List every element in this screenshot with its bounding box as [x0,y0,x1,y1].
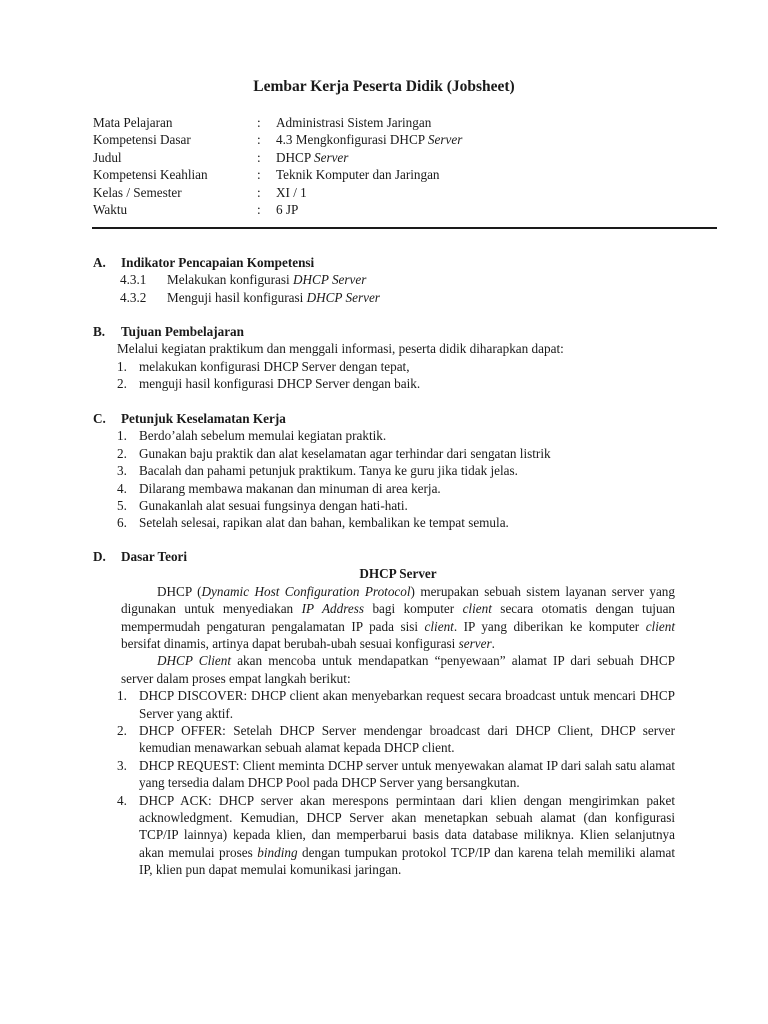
section-indicators [93,254,705,306]
section-theory [93,548,675,879]
section-heading: D. Dasar Teori [93,549,188,564]
meta-label: Waktu [93,201,128,217]
meta-label: Judul [93,149,122,165]
list-item: 3. DHCP REQUEST: Client meminta DCHP server untuk menyewakan alamat IP dari salah satu alamat yang tersedia dalam DHCP Pool pada DHCP Server yang bersangkutan. [117,757,675,791]
meta-colon: : [257,167,261,183]
list-item: 6. Setelah selesai, rapikan alat dan bahan, kembalikan ke tempat semula. [117,515,509,531]
step-list [93,687,675,878]
section-heading: B. Tujuan Pembelajaran [93,324,244,339]
section-safety [93,410,705,532]
meta-value: XI / 1 [276,184,307,200]
section-heading: C. Petunjuk Keselamatan Kerja [93,411,286,426]
list-item: 1. DHCP DISCOVER: DHCP client akan menyebarkan request secara broadcast untuk mencari DHCP Server yang aktif. [117,688,675,721]
list-item: 4.3.1 Melakukan konfigurasi DHCP Server [120,272,367,288]
list-item: 4. Dilarang membawa makanan dan minuman di area kerja. [117,480,441,496]
list-item: 2. DHCP OFFER: Setelah DHCP Server mendengar broadcast dari DHCP Client, DHCP server kemudian menawarkan sebuah alamat kepada DHCP client. [117,723,675,756]
section-objectives [93,323,705,393]
section-subtitle: DHCP Server [359,566,437,582]
meta-label: Kompetensi Keahlian [93,167,208,183]
meta-colon: : [257,132,261,148]
section-intro: Melalui kegiatan praktikum dan menggali informasi, peserta didik diharapkan dapat: [117,341,564,357]
meta-label: Kompetensi Dasar [93,132,191,148]
list-item: 3. Bacalah dan pahami petunjuk praktikum. Tanya ke guru jika tidak jelas. [117,463,518,479]
meta-colon: : [257,201,261,217]
section-heading: A. Indikator Pencapaian Kompetensi [93,255,315,270]
meta-value: 4.3 Mengkonfigurasi DHCP Server [276,132,463,148]
meta-colon: : [257,115,261,130]
list-item: 2. Gunakan baju praktik dan alat keselamatan agar terhindar dari sengatan listrik [117,445,551,461]
meta-value: Teknik Komputer dan Jaringan [276,167,440,183]
paragraph: DHCP (Dynamic Host Configuration Protocol) merupakan sebuah sistem layanan server yang digunakan untuk menyediakan IP Address bagi komputer client secara otomatis dengan tujuan mempermudah pengaturan pengalamatan IP pada sisi client. IP yang diberikan ke komputer client bersifat dinamis, artinya dapat berubah-ubah sesuai konfigurasi server. [121,583,676,651]
meta-label: Kelas / Semester [93,184,182,200]
meta-value: Administrasi Sistem Jaringan [276,115,432,130]
list-item: 4. DHCP ACK: DHCP server akan merespons permintaan dari klien dengan mengirimkan paket acknowledgment. Kemudian, DHCP Server akan menetapkan sebuah alamat (dan konfigurasi TCP/IP lainnya) kepada klien, dan memperbarui basis data database miliknya. Klien selanjutnya akan memulai proses binding dengan tumpukan protokol TCP/IP dan karena telah memiliki alamat IP, klien pun dapat memulai komunikasi jaringan. [117,792,676,878]
paragraph: DHCP Client akan mencoba untuk mendapatkan “penyewaan” alamat IP dari sebuah DHCP server dalam proses empat langkah berikut: [121,653,675,686]
horizontal-divider [92,227,717,229]
meta-colon: : [257,149,261,165]
meta-value: DHCP Server [276,149,349,165]
list-item: 1. Berdo’alah sebelum memulai kegiatan praktik. [117,428,387,444]
meta-value: 6 JP [276,201,299,217]
meta-colon: : [257,184,261,200]
list-item: 5. Gunakanlah alat sesuai fungsinya dengan hati-hati. [117,497,408,513]
list-item: 1. melakukan konfigurasi DHCP Server dengan tepat, [117,358,410,374]
list-item: 4.3.2 Menguji hasil konfigurasi DHCP Server [120,289,380,305]
page-title: Lembar Kerja Peserta Didik (Jobsheet) [253,78,515,95]
meta-label: Mata Pelajaran [93,115,173,130]
list-item: 2. menguji hasil konfigurasi DHCP Server dengan baik. [117,376,421,392]
